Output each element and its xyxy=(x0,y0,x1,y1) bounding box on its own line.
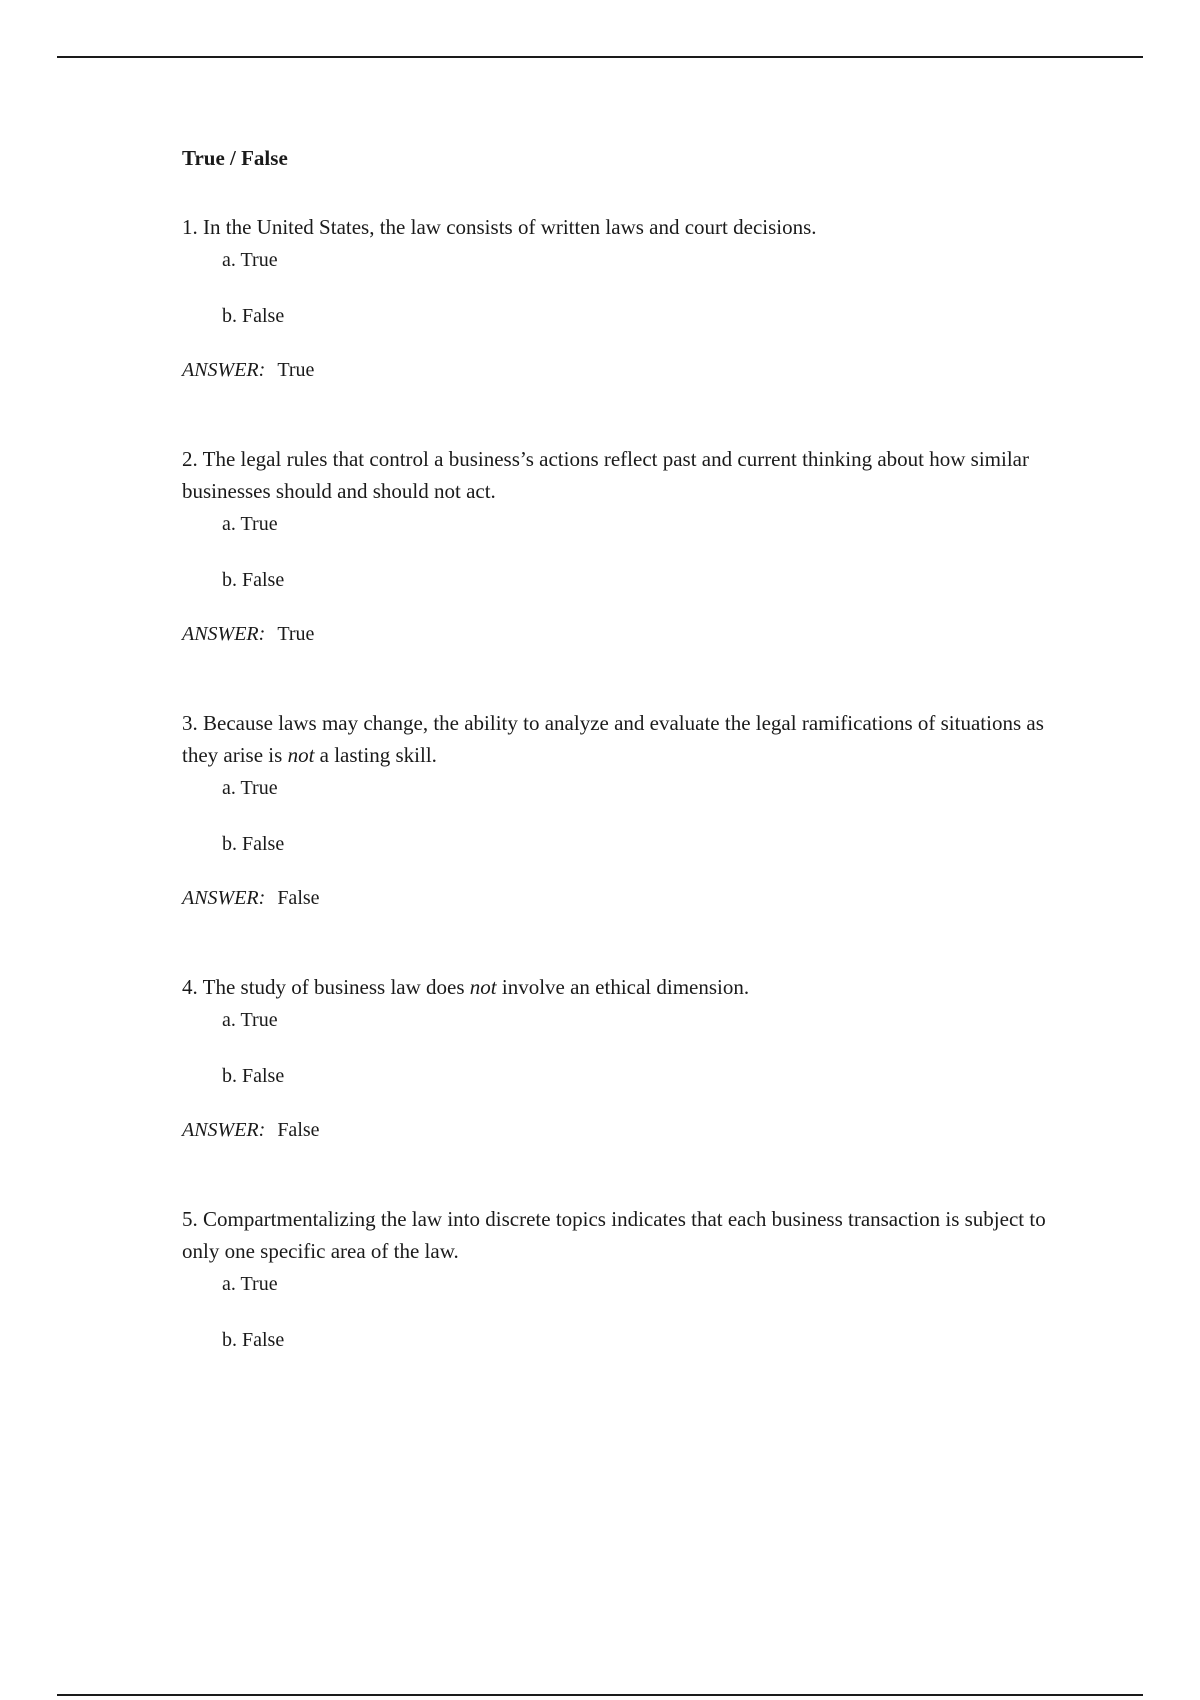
question-text-before: The study of business law does xyxy=(202,975,470,999)
question-3 xyxy=(182,707,1062,913)
option-b: b. False xyxy=(222,1329,285,1351)
question-text-before: Compartmentalizing the law into discrete topics indicates that each business transaction is subject to only one specific area of the law. xyxy=(182,1207,1046,1263)
question-4 xyxy=(182,971,1062,1145)
question-1 xyxy=(182,211,1062,385)
answer-value: False xyxy=(277,887,320,909)
question-text-before: Because laws may change, the ability to analyze and evaluate the legal ramifications of situations as they arise is xyxy=(182,711,1044,767)
answer-line xyxy=(182,355,1062,385)
question-number: 5. xyxy=(182,1207,198,1231)
option-a: a. True xyxy=(222,1009,278,1031)
answer-options xyxy=(182,1005,1062,1091)
question-number: 3. xyxy=(182,711,198,735)
answer-value: True xyxy=(277,359,315,381)
answer-options xyxy=(182,245,1062,331)
answer-line xyxy=(182,619,1062,649)
answer-line xyxy=(182,883,1062,913)
option-a: a. True xyxy=(222,513,278,535)
answer-label: ANSWER: xyxy=(182,623,266,645)
answer-options xyxy=(182,1269,1062,1355)
section-title: True / False xyxy=(182,146,288,170)
question-text-after: involve an ethical dimension. xyxy=(496,975,750,999)
question-text xyxy=(182,443,1062,507)
option-b: b. False xyxy=(222,833,285,855)
top-rule xyxy=(57,56,1143,58)
question-2 xyxy=(182,443,1062,649)
answer-options xyxy=(182,509,1062,595)
question-5 xyxy=(182,1203,1062,1355)
option-a: a. True xyxy=(222,1273,278,1295)
document-body xyxy=(182,143,1062,1413)
option-b: b. False xyxy=(222,1065,285,1087)
question-text-emphasis: not xyxy=(287,743,315,767)
question-number: 1. xyxy=(182,215,198,239)
question-number: 4. xyxy=(182,975,198,999)
option-b: b. False xyxy=(222,305,285,327)
question-number: 2. xyxy=(182,447,198,471)
question-text-emphasis: not xyxy=(469,975,497,999)
option-b: b. False xyxy=(222,569,285,591)
question-text xyxy=(182,971,1062,1003)
question-text xyxy=(182,707,1062,771)
answer-value: False xyxy=(277,1119,320,1141)
question-text-before: In the United States, the law consists of written laws and court decisions. xyxy=(203,215,817,239)
answer-value: True xyxy=(277,623,315,645)
bottom-rule xyxy=(57,1694,1143,1696)
option-a: a. True xyxy=(222,249,278,271)
question-text xyxy=(182,211,1062,243)
question-text-before: The legal rules that control a business’s actions reflect past and current thinking about how similar businesses should and should not act. xyxy=(182,447,1029,503)
answer-label: ANSWER: xyxy=(182,1119,266,1141)
question-text-after: a lasting skill. xyxy=(314,743,437,767)
answer-line xyxy=(182,1115,1062,1145)
answer-label: ANSWER: xyxy=(182,359,266,381)
answer-options xyxy=(182,773,1062,859)
option-a: a. True xyxy=(222,777,278,799)
answer-label: ANSWER: xyxy=(182,887,266,909)
question-text xyxy=(182,1203,1062,1267)
